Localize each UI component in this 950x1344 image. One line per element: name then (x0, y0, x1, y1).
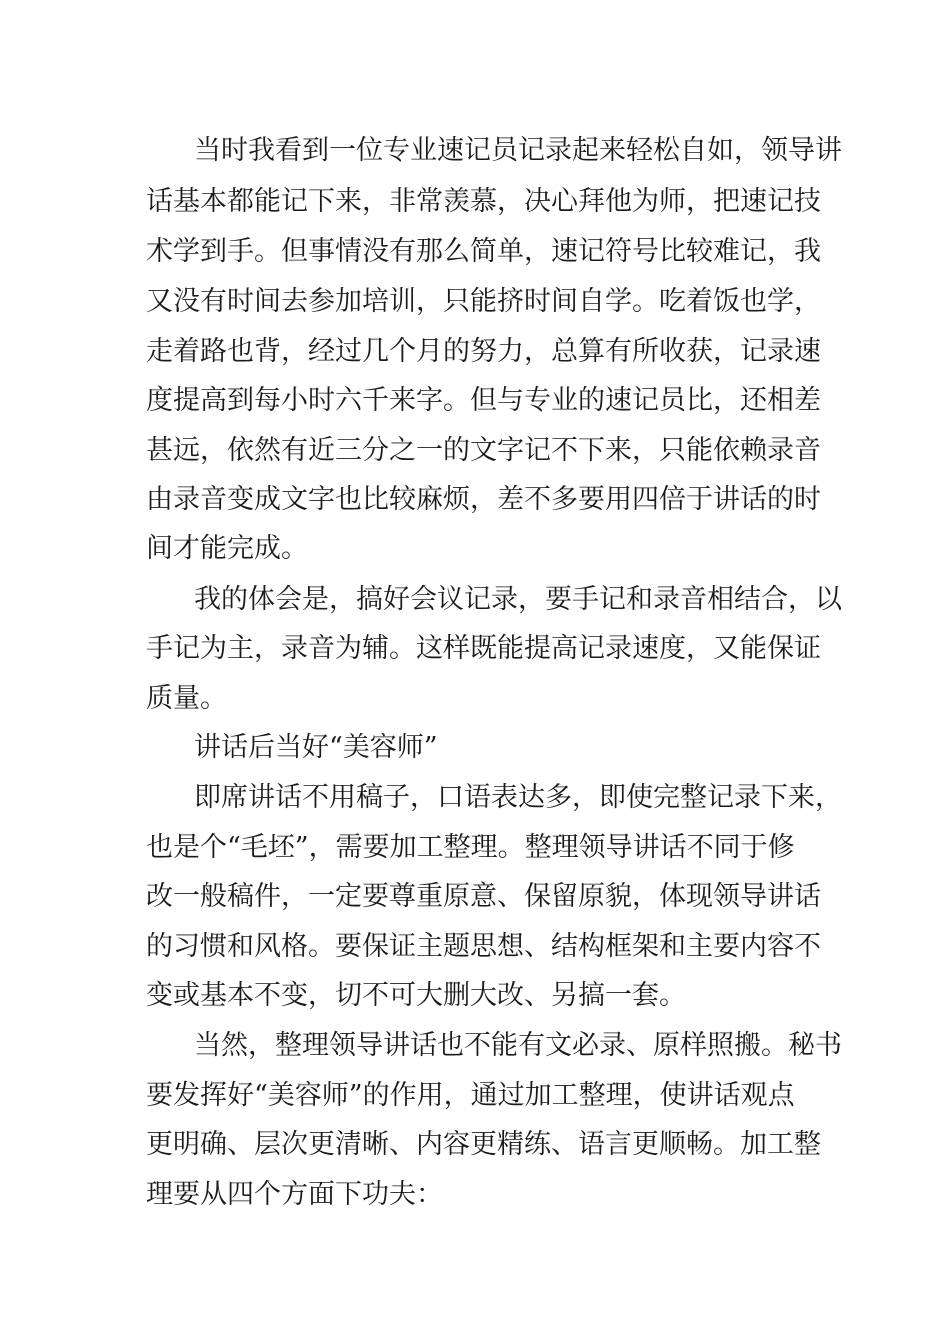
text-line: 当时我看到一位专业速记员记录起来轻松自如，领导讲 (194, 135, 842, 166)
text-line: 间才能完成。 (146, 533, 308, 564)
text-line: 改一般稿件，一定要尊重原意、保留原貌，体现领导讲话 (146, 881, 821, 912)
text-line: 我的体会是，搞好会议记录，要手记和录音相结合，以 (194, 584, 842, 615)
text-line: 更明确、层次更清晰、内容更精练、语言更顺畅。加工整 (146, 1129, 821, 1160)
text-line: 度提高到每小时六千来字。但与专业的速记员比，还相差 (146, 385, 821, 416)
section-heading: 讲话后当好“美容师” (194, 732, 438, 763)
text-line: 也是个“毛坯”，需要加工整理。整理领导讲话不同于修 (146, 832, 795, 863)
text-line: 理要从四个方面下功夫： (146, 1179, 443, 1210)
text-line: 手记为主，录音为辅。这样既能提高记录速度，又能保证 (146, 633, 821, 664)
text-line: 术学到手。但事情没有那么简单，速记符号比较难记，我 (146, 236, 821, 267)
text-line: 由录音变成文字也比较麻烦，差不多要用四倍于讲话的时 (146, 484, 821, 515)
text-line: 当然，整理领导讲话也不能有文必录、原样照搬。秘书 (194, 1030, 842, 1061)
text-line: 的习惯和风格。要保证主题思想、结构框架和主要内容不 (146, 931, 821, 962)
text-line: 变或基本不变，切不可大删大改、另搞一套。 (146, 980, 686, 1011)
text-line: 甚远，依然有近三分之一的文字记不下来，只能依赖录音 (146, 435, 821, 466)
text-line: 走着路也背，经过几个月的努力，总算有所收获，记录速 (146, 336, 821, 367)
text-line: 又没有时间去参加培训，只能挤时间自学。吃着饭也学， (146, 286, 821, 317)
text-line: 要发挥好“美容师”的作用，通过加工整理，使讲话观点 (146, 1080, 795, 1111)
text-line: 质量。 (146, 683, 227, 714)
text-line: 即席讲话不用稿子，口语表达多，即使完整记录下来， (194, 782, 842, 813)
text-line: 话基本都能记下来，非常羡慕，决心拜他为师，把速记技 (146, 186, 821, 217)
